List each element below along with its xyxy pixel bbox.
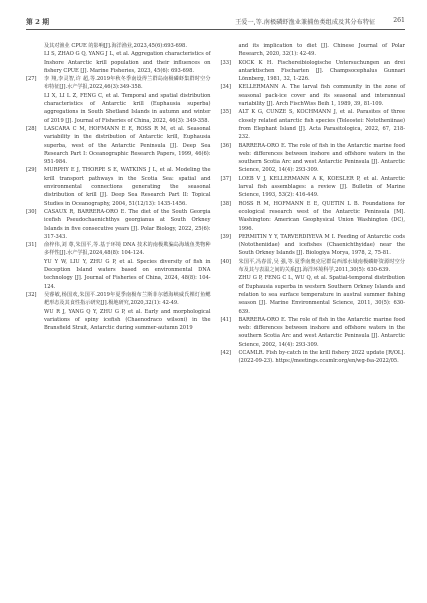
reference-number: [42]	[220, 349, 232, 356]
reference-entry	[221, 258, 406, 275]
reference-entry	[221, 175, 406, 200]
reference-number: [38]	[220, 200, 232, 207]
reference-text: MURPHY E J, THORPE S E, WATKINS J L, et al. Modeling the krill transport pathways in the Scotia Sea: spatial and environmental connections generating the seasonal distribution of krill [J]. Deep Sea Research Part II: Topical Studies in Oceanography, 2004, 51(12/13): 1435-1456.	[44, 167, 211, 207]
reference-number	[26, 50, 44, 75]
reference-text: 朱国平,冯春雷,吴 强,等.夏季南奥克尼群岛西部水域南极磷虾资源时空分布及其与表温之间的关系[J].海洋环境科学,2011,30(5): 630-639.	[238, 258, 405, 274]
reference-number: [28]	[26, 125, 37, 132]
reference-text: LOEB V J, KELLERMANN A K, KOESLER P, et al. Antarctic larval fish assemblages: a review [J]. Bulletin of Marine Science, 1993, 53(2): 416-449.	[238, 175, 405, 199]
reference-number: [34]	[220, 84, 232, 91]
reference-entry	[221, 274, 406, 315]
reference-text: KOCK K H. Fischereibiologische Untersuchungen an drei antarktischen Fischarten [J]. Champsocephalus Gunnari Lönnberg, 1981, 32, 1-226.	[238, 59, 405, 83]
reference-entry	[26, 208, 211, 241]
reference-entry	[221, 233, 406, 258]
reference-text: LI X, LI L Z, FENG C, et al. Temporal and spatial distribution characteristics of Antarctic krill (Euphausia superba) aggregations in South Shetland Islands in autumn and winter of 2019 [J]. Journal of Fisheries of China, 2022, 46(3): 349-358.	[44, 92, 211, 124]
reference-number: [35]	[220, 109, 232, 116]
reference-text: CASAUX R, BARRERA-ORO E. The diet of the South Georgia icefish Pseudochaenichthys georgianus at South Orkney Islands in five consecutive years [J]. Polar Biology, 2022, 25(6): 317-343.	[44, 208, 211, 240]
running-title: 王爱一,等.南极磷虾渔业兼捕鱼类组成及其分布特征	[235, 19, 376, 26]
reference-entry	[221, 349, 406, 366]
reference-number	[26, 308, 44, 333]
reference-number: [31]	[26, 242, 37, 249]
reference-text: PERMITIN Y Y, TARVERDIYEVA M I. Feeding of Antarctic cods (Nototheniidae) and icefishes (Chaenichthyidae) near the South Orkney Islands [J]. Biologiya Morya, 1978, 2, 75-81.	[238, 233, 405, 257]
reference-entry	[221, 200, 406, 233]
page-number: 261	[393, 17, 405, 24]
reference-entry	[26, 166, 211, 207]
reference-text: WU R J, YANG Q Y, ZHU G P, et al. Early and morphological variations of spiny icefish (Chaenodraco wilsoni) in the Bransfield Strait, Antarctic during summer-autumn 2019	[44, 308, 211, 332]
reference-number: [33]	[220, 59, 232, 66]
reference-text: 俞梓伟,刘 尊,朱国平,等.基于环境 DNA 技术的南极欺骗岛海域鱼类物种多样性[J].水产学报,2024,48(8): 104-124.	[44, 242, 211, 257]
reference-columns	[26, 42, 405, 366]
reference-number: [39]	[220, 233, 232, 240]
reference-number	[221, 274, 239, 315]
reference-entry	[26, 75, 211, 92]
reference-text: ZHU G P, FENG C L, WU Q, et al. Spatial-temporal distribution of Euphausia superba in western Southern Orkney Islands and relation to sea surface temperature in austral summer fishing season [J]. Marine Environmental Science, 2011, 30(5): 630-639.	[238, 275, 405, 315]
reference-continuation: 及其对渔业 CPUE 的影响[J].海洋渔业,2023,45(6):693-698.	[44, 43, 187, 49]
reference-text: ROSS R M, HOFMANN E E, QUETIN L B. Foundations for ecological research west of the Antarctic Peninsula [M]. Washington: American Geophysical Union Washington (DC), 1996.	[238, 200, 405, 232]
reference-text: LI S, ZHAO G Q, YANG J L, et al. Aggregation characteristics of Inshore Antarctic krill population and their influences on fishery CPUE [J]. Marine Fisheries, 2023, 45(6): 693-698.	[44, 51, 211, 74]
running-header	[26, 16, 405, 30]
reference-number: [27]	[26, 76, 37, 83]
reference-text: CCAMLR. Fish by-catch in the krill fishery 2022 update [R/OL]. (2022-09-23). https://meetings.ccamlr.org/en/wg-fsa-2022/05.	[238, 349, 405, 365]
reference-entry	[221, 83, 406, 108]
reference-number: [36]	[220, 142, 232, 149]
reference-entry	[221, 316, 406, 349]
reference-number: [40]	[220, 258, 232, 265]
reference-number	[26, 258, 44, 291]
reference-entry	[221, 108, 406, 141]
reference-continuation: and its implication to diet [J]. Chinese Journal of Polar Research, 2020, 32(1): 42-49.	[238, 43, 405, 58]
reference-entry	[26, 308, 211, 333]
reference-text: ALT K G, CUNZE S, KOCHMANN J, et al. Parasites of three closely related antarctic fish species (Teleostei: Nototheniinae) from Elephant Island [J]. Acta Parasitologica, 2022, 67, 218-232.	[238, 109, 405, 141]
issue-label: 第 2 期	[26, 18, 50, 26]
reference-text: 吴睿敏,杨国欢,朱国平.2019年夏季南极布兰斯菲尔德海峡威氏裸灯鱼鳃耙形态及其食性指示研究[J].极地研究,2020,32(1): 42-49.	[44, 291, 211, 307]
reference-number: [29]	[26, 167, 37, 174]
reference-text: YU Y W, LIU Y, ZHU G P, et al. Species diversity of fish in Deception Island waters based on environmental DNA technology [J]. Journal of Fisheries of China, 2024, 48(8): 104-124.	[44, 258, 211, 290]
right-column	[221, 42, 406, 366]
reference-number: [32]	[26, 291, 37, 298]
reference-entry	[26, 241, 211, 258]
left-column	[26, 42, 211, 366]
reference-entry	[221, 59, 406, 84]
reference-text: BARRERA-ORO E. The role of fish in the Antarctic marine food web: differences between inshore and offshore waters in the southern Scotia Arc and west Antarctic Peninsula [J]. Antarctic Science, 2002, 14(4): 293-309.	[238, 142, 405, 174]
reference-number: [30]	[26, 208, 37, 215]
reference-entry	[26, 291, 211, 308]
reference-entry	[221, 142, 406, 175]
reference-number: [37]	[220, 175, 232, 182]
reference-entry	[26, 125, 211, 166]
reference-entry	[26, 258, 211, 291]
reference-text: BARRERA-ORO E. The role of fish in the Antarctic marine food web: differences between inshore and offshore waters in the southern Scotia Arc and west Antarctic Peninsula [J]. Antarctic Science, 2002, 14(4): 293-309.	[238, 316, 405, 348]
reference-entry	[26, 92, 211, 125]
reference-number: [41]	[220, 316, 232, 323]
reference-number	[26, 92, 44, 125]
reference-entry	[26, 50, 211, 75]
reference-text: KELLERMANN A. The larval fish community in the zone of seasonal pack-ice cover and its seasonal and interannual variability [J]. Arch FischWiss Beih 1, 1989, 39, 81-109.	[238, 84, 405, 108]
reference-text: 李 翔,李灵智,许 超,等.2019年秋冬季南设得兰群岛南极磷虾集群时空分布特征[J].水产学报,2022,46(3):349-358.	[44, 76, 211, 91]
reference-text: LASCARA C M, HOFMANN E E, ROSS R M, et al. Seasonal variability in the distribution of Antarctic krill, Euphausia superba, west of the Antarctic Peninsula [J]. Deep Sea Research Part I: Oceanographic Research Papers, 1999, 46(6): 951-984.	[44, 125, 211, 166]
